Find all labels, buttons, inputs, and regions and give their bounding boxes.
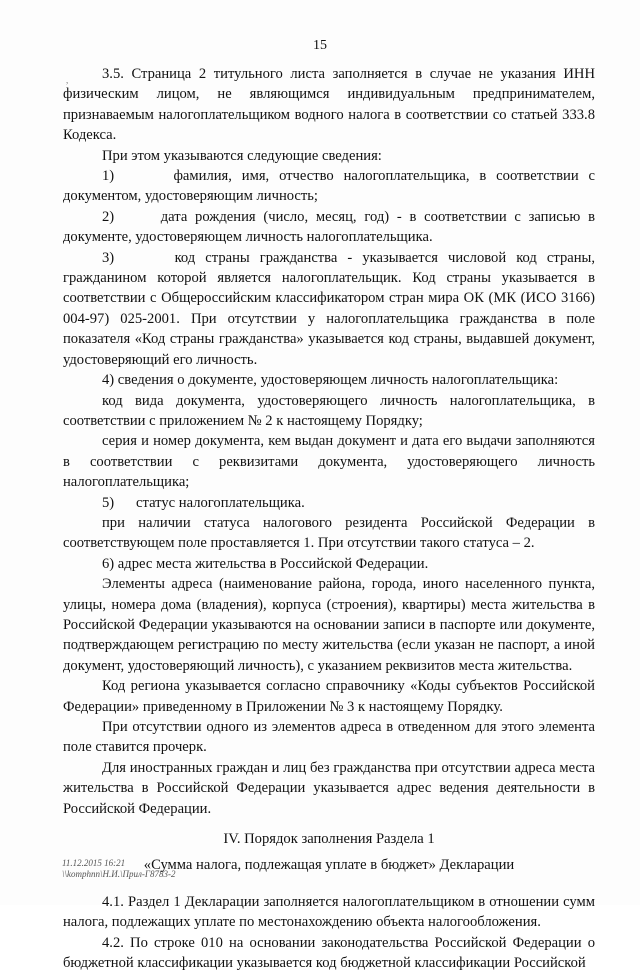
paragraph-region-code: Код региона указывается согласно справочнику «Коды субъектов Российской Федерации» приведенному в Приложении № 3 к настоящему Порядку. xyxy=(63,678,595,715)
list-item-6-address: 6) адрес места жительства в Российской Федерации. xyxy=(102,555,429,572)
paragraph-3-5: 3.5. Страница 2 титульного листа заполняется в случае не указания ИНН физическим лицом, не являющимся индивидуальным предпринимателем, признаваемым налогоплательщиком водного налога в соответствии со статьей 333.8 Кодекса. xyxy=(63,66,595,144)
list-item-3-country-code: 3) код страны гражданства - указывается числовой код страны, гражданином которой является налогоплательщик. Код страны указывается в соответствии с Общероссийским классификатором стран мира ОК (МК (ИСО 3166) 004-97) 025-2001. При отсутствии у налогоплательщика гражданства в поле показателя «Код страны гражданства» указывается код страны, выдавшей документ, удостоверяющий его личность. xyxy=(63,249,595,368)
paragraph-resident-status: при наличии статуса налогового резидента Российской Федерации в соответствующем поле проставляется 1. При отсутствии такого статуса – 2. xyxy=(63,514,595,552)
paragraph-address-elements: Элементы адреса (наименование района, города, иного населенного пункта, улицы, номера дома (владения), корпуса (строения), квартиры) места жительства в Российской Федерации указываются на основании записи в паспорте или документе, подтверждающем регистрацию по месту жительства (если указан не паспорт, а иной документ, удостоверяющий личность), с указанием реквизитов места жительства. xyxy=(63,576,595,674)
list-item-4-id-document: 4) сведения о документе, удостоверяющем личность налогоплательщика: xyxy=(102,372,559,389)
paragraph-doc-type-code: код вида документа, удостоверяющего личность налогоплательщика, в соответствии с приложением № 2 к настоящему Порядку; xyxy=(63,392,595,429)
page-number: 15 xyxy=(313,38,327,53)
paragraph-intro-list: При этом указываются следующие сведения: xyxy=(102,147,382,164)
section-heading-line1: IV. Порядок заполнения Раздела 1 xyxy=(223,831,435,848)
list-item-1-name: 1) фамилия, имя, отчество налогоплательщика, в соответствии с документом, удостоверяющим личность; xyxy=(63,168,595,205)
paragraph-doc-series: серия и номер документа, кем выдан документ и дата его выдачи заполняются в соответствии с реквизитами документа, удостоверяющего личность налогоплательщика; xyxy=(63,433,595,491)
scan-mark: , xyxy=(66,75,69,85)
section-heading-line2: «Сумма налога, подлежащая уплате в бюджет» Декларации xyxy=(143,857,515,874)
document-body xyxy=(63,64,595,973)
document-footer xyxy=(62,858,176,880)
list-item-5-status: 5) статус налогоплательщика. xyxy=(102,494,305,511)
footer-file-path: \\komphnn\Н.И.\Прил-Г8783-2 xyxy=(62,869,176,879)
paragraph-missing-element: При отсутствии одного из элементов адреса в отведенном для этого элемента поле ставится прочерк. xyxy=(63,719,595,756)
paragraph-4-1: 4.1. Раздел 1 Декларации заполняется налогоплательщиком в отношении сумм налога, подлежащих уплате по местонахождению объекта налогообложения. xyxy=(63,893,595,931)
paragraph-foreign-citizens: Для иностранных граждан и лиц без гражданства при отсутствии адреса места жительства в Российской Федерации указывается адрес ведения деятельности в Российской Федерации. xyxy=(63,759,595,817)
footer-timestamp: 11.12.2015 16:21 xyxy=(62,858,126,868)
paragraph-4-2: 4.2. По строке 010 на основании законодательства Российской Федерации о бюджетной классификации указывается код бюджетной классификации Российской xyxy=(63,934,595,972)
list-item-2-birthdate: 2) дата рождения (число, месяц, год) - в соответствии с записью в документе, удостоверяющем личность налогоплательщика. xyxy=(63,208,595,246)
